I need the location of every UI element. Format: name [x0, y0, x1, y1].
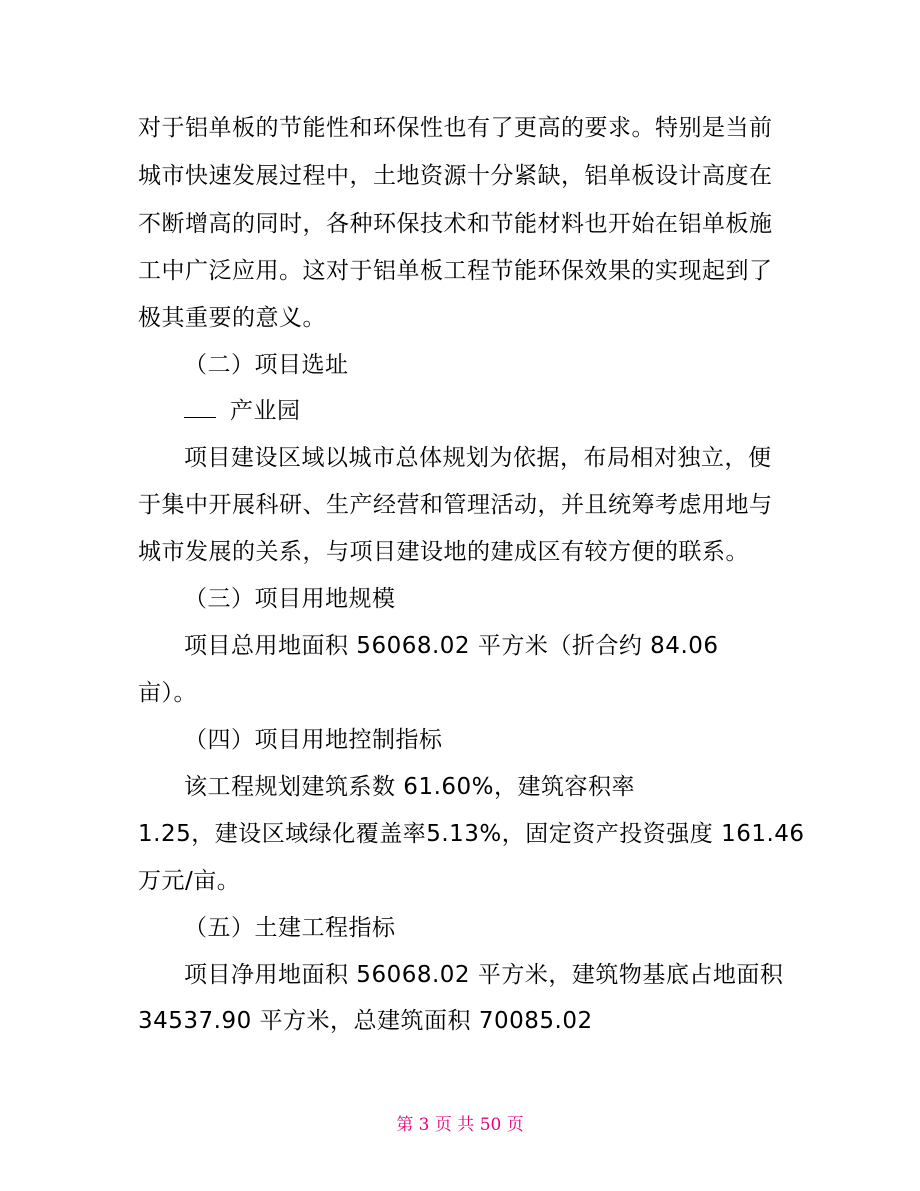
blank-underline: [184, 399, 216, 418]
page-footer: 第 3 页 共 50 页: [396, 1115, 524, 1135]
civil-paragraph-line-2: 34537.90 平方米，总建筑面积 70085.02: [138, 1008, 593, 1034]
section-heading-control-index: （四）项目用地控制指标: [184, 727, 443, 753]
body-line-5: 极其重要的意义。: [138, 305, 326, 331]
control-paragraph-line-3: 万元/亩。: [138, 868, 241, 894]
body-line-2: 城市快速发展过程中，土地资源十分紧缺，铝单板设计高度在: [138, 163, 773, 189]
body-line-4: 工中广泛应用。这对于铝单板工程节能环保效果的实现起到了: [138, 258, 773, 284]
site-paragraph-line-3: 城市发展的关系，与项目建设地的建成区有较方便的联系。: [138, 539, 749, 565]
control-paragraph-line-1: 该工程规划建筑系数 61.60%，建筑容积率: [184, 774, 636, 800]
body-line-1: 对于铝单板的节能性和环保性也有了更高的要求。特别是当前: [138, 115, 773, 141]
section-heading-site: （二）项目选址: [184, 352, 349, 378]
section-heading-civil-engineering: （五）土建工程指标: [184, 915, 396, 941]
section-heading-land-scale: （三）项目用地规模: [184, 586, 396, 612]
land-paragraph-line-1: 项目总用地面积 56068.02 平方米（折合约 84.06: [184, 633, 719, 659]
site-text: 产业园: [230, 398, 301, 424]
control-paragraph-line-2: 1.25，建设区域绿化覆盖率5.13%，固定资产投资强度 161.46: [138, 821, 805, 847]
land-paragraph-line-2: 亩）。: [138, 680, 197, 706]
site-paragraph-line-2: 于集中开展科研、生产经营和管理活动，并且统筹考虑用地与: [138, 492, 773, 518]
body-line-3: 不断增高的同时，各种环保技术和节能材料也开始在铝单板施: [138, 211, 773, 237]
site-paragraph-line-1: 项目建设区域以城市总体规划为依据，布局相对独立，便: [184, 445, 772, 471]
site-line: [184, 397, 301, 425]
civil-paragraph-line-1: 项目净用地面积 56068.02 平方米，建筑物基底占地面积: [184, 962, 784, 988]
